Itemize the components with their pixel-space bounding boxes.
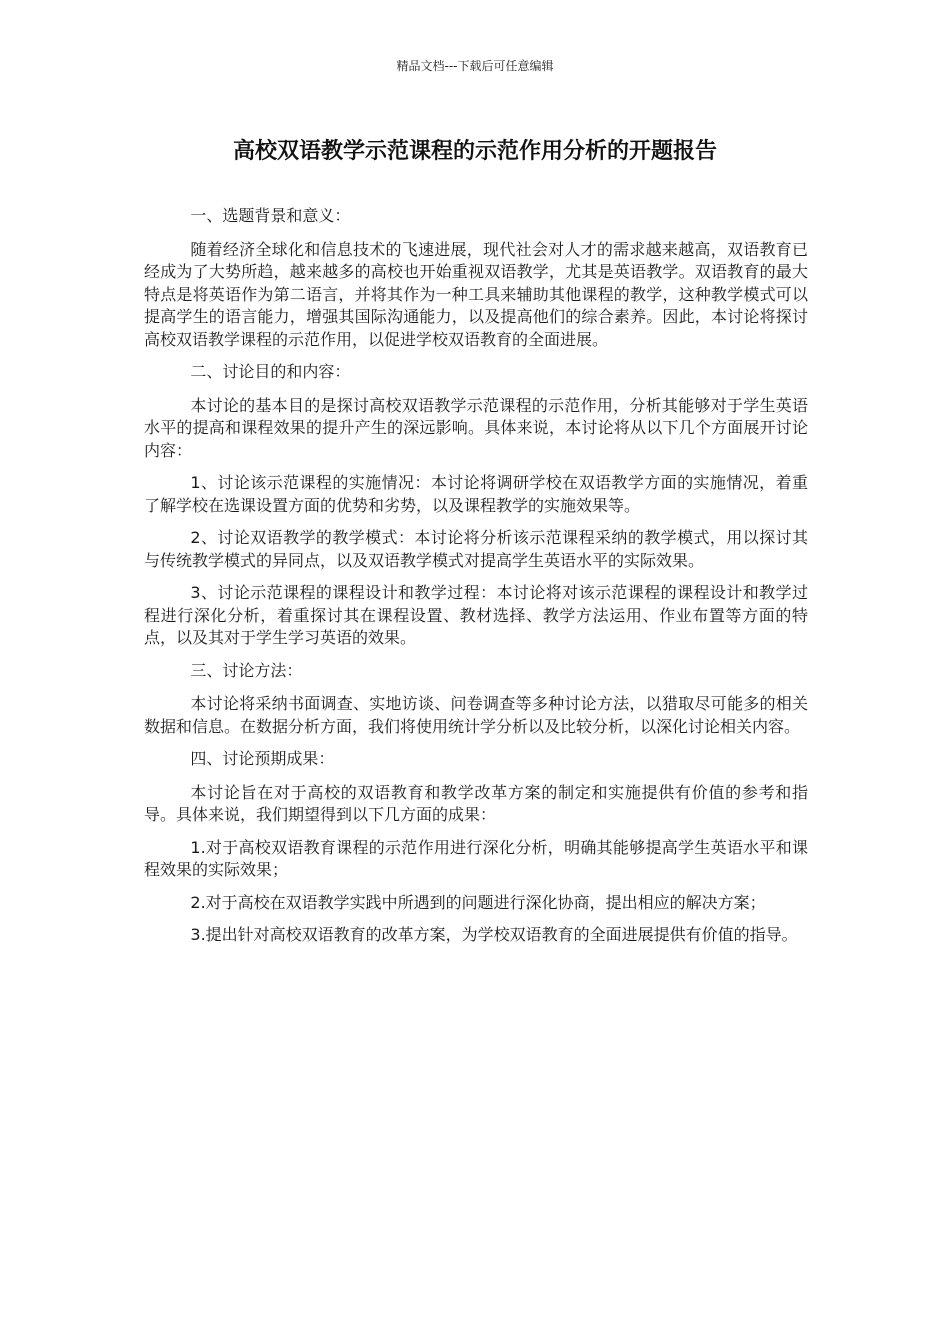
section-heading-purpose: 二、讨论目的和内容：	[190, 362, 351, 381]
header-note: 精品文档---下载后可任意编辑	[396, 59, 554, 73]
paragraph-outcomes: 本讨论旨在对于高校的双语教育和教学改革方案的制定和实施提供有价值的参考和指导。具体来说，我们期望得到以下几方面的成果：	[144, 782, 808, 824]
section-heading-methods: 三、讨论方法：	[190, 660, 303, 680]
paragraph-outcome-3: 3.提出针对高校双语教育的改革方案，为学校双语教育的全面进展提供有价值的指导。	[190, 925, 798, 944]
paragraph-outcome-1: 1.对于高校双语教育课程的示范作用进行深化分析，明确其能够提高学生英语水平和课程效果的实际效果；	[144, 837, 808, 879]
section-heading-outcomes: 四、讨论预期成果：	[190, 749, 335, 768]
document-body	[144, 205, 808, 957]
paragraph-background: 随着经济全球化和信息技术的飞速进展，现代社会对人才的需求越来越高，双语教育已经成为了大势所趋，越来越多的高校也开始重视双语教学，尤其是英语教学。双语教育的最大特点是将英语作为第二语言，并将其作为一种工具来辅助其他课程的教学，这种教学模式可以提高学生的语言能力，增强其国际沟通能力，以及提高他们的综合素养。因此，本讨论将探讨高校双语教学课程的示范作用，以促进学校双语教育的全面进展。	[144, 239, 808, 349]
section-heading-background: 一、选题背景和意义：	[190, 206, 351, 225]
document-title: 高校双语教学示范课程的示范作用分析的开题报告	[232, 139, 717, 164]
paragraph-methods: 本讨论将采纳书面调查、实地访谈、问卷调查等多种讨论方法，以猎取尽可能多的相关数据和信息。在数据分析方面，我们将使用统计学分析以及比较分析，以深化讨论相关内容。	[144, 694, 808, 736]
paragraph-outcome-2: 2.对于高校在双语教学实践中所遇到的问题进行深化协商，提出相应的解决方案；	[190, 892, 766, 912]
paragraph-item-3: 3、讨论示范课程的课程设计和教学过程：本讨论将对该示范课程的课程设计和教学过程进行深化分析，着重探讨其在课程设置、教材选择、教学方法运用、作业布置等方面的特点，以及其对于学生学习英语的效果。	[144, 583, 808, 647]
paragraph-purpose: 本讨论的基本目的是探讨高校双语教学示范课程的示范作用，分析其能够对于学生英语水平的提高和课程效果的提升产生的深远影响。具体来说，本讨论将从以下几个方面展开讨论内容：	[144, 395, 808, 460]
paragraph-item-2: 2、讨论双语教学的教学模式：本讨论将分析该示范课程采纳的教学模式，用以探讨其与传统教学模式的异同点，以及双语教学模式对提高学生英语水平的实际效果。	[144, 528, 808, 570]
paragraph-item-1: 1、讨论该示范课程的实施情况：本讨论将调研学校在双语教学方面的实施情况，着重了解学校在选课设置方面的优势和劣势，以及课程教学的实施效果等。	[144, 473, 808, 515]
